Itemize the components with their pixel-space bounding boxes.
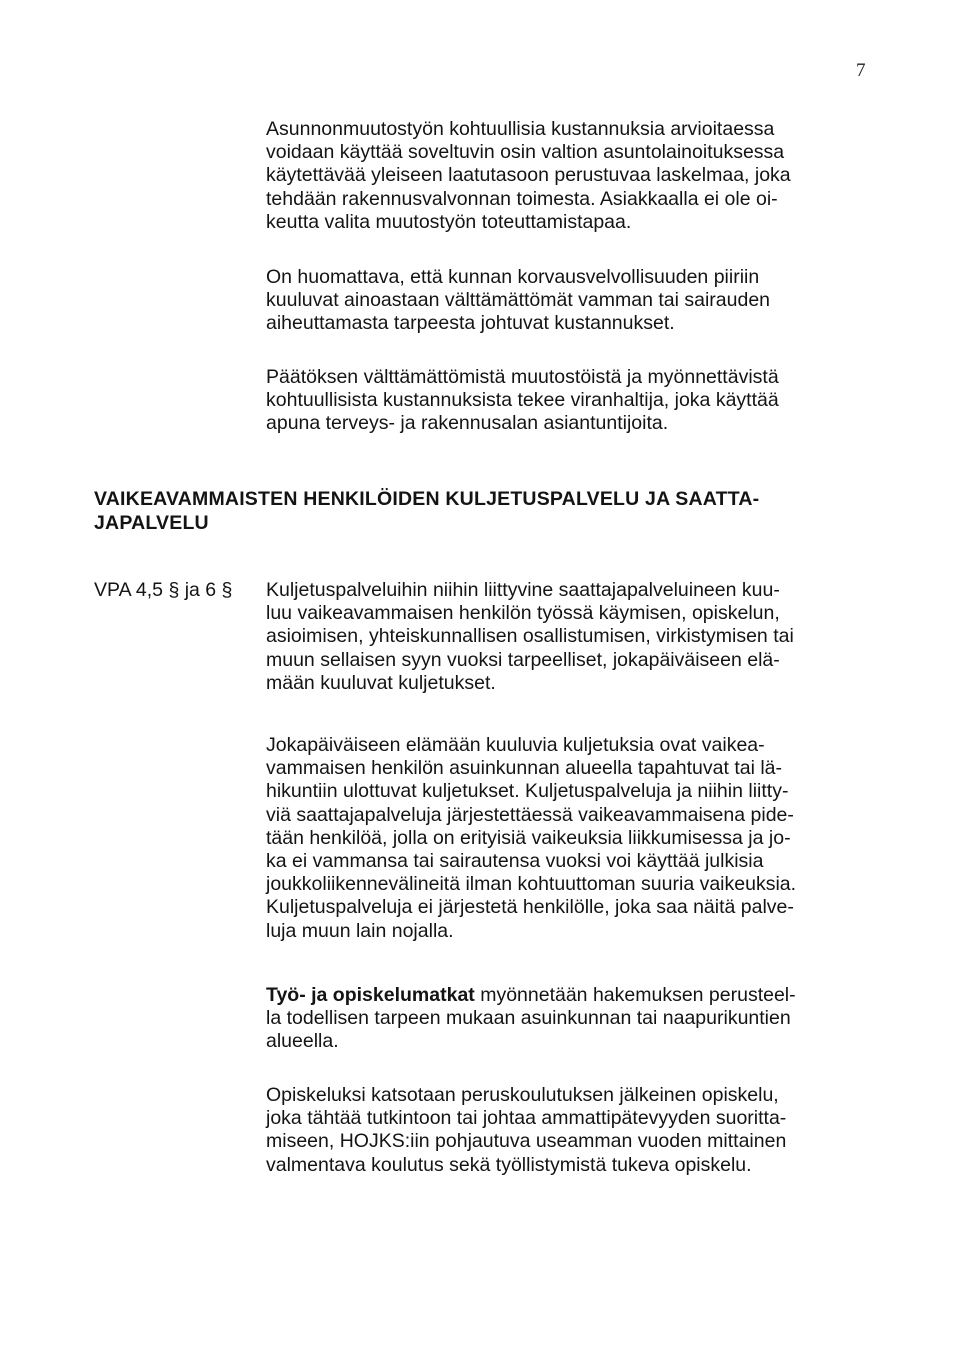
text-line: tään henkilöä, jolla on erityisiä vaikeuksia liikkumisessa ja jo-: [266, 826, 791, 849]
text-line: mään kuuluvat kuljetukset.: [266, 671, 496, 694]
text-fragment: myönnetään hakemuksen perusteel-: [474, 984, 796, 1006]
text-line: joukkoliikennevälineitä ilman kohtuuttoman suuria vaikeuksia.: [266, 873, 797, 896]
text-line: aiheuttamasta tarpeesta johtuvat kustannukset.: [266, 312, 675, 335]
paragraph-decision-maker: [266, 366, 866, 436]
text-line: luja muun lain nojalla.: [266, 919, 454, 942]
text-line: viä saattajapalveluja järjestettäessä vaikeavammaisena pide-: [266, 803, 794, 826]
paragraph-cost-assessment: [266, 118, 866, 234]
text-line: hikuntiin ulottuvat kuljetukset. Kuljetuspalveluja ja niihin liitty-: [266, 780, 789, 803]
text-line: Kuljetuspalveluihin niihin liittyvine saattajapalveluineen kuu-: [266, 579, 780, 601]
text-line: valmentava koulutus sekä työllistymistä tukeva opiskelu.: [266, 1153, 752, 1176]
text-line: [266, 984, 866, 1007]
text-line: Kuljetuspalveluja ei järjestetä henkilölle, joka saa näitä palve-: [266, 896, 794, 919]
legal-reference: VPA 4,5 § ja 6 §: [94, 579, 233, 601]
text-line: asioimisen, yhteiskunnallisen osallistumisen, virkistymisen tai: [266, 625, 794, 648]
text-line: Jokapäiväiseen elämään kuuluvia kuljetuksia ovat vaikea-: [266, 734, 765, 756]
paragraph-daily-life-transport: [266, 734, 866, 943]
text-line: alueella.: [266, 1030, 339, 1053]
text-line: Päätöksen välttämättömistä muutostöistä ja myönnettävistä: [266, 366, 779, 388]
text-line: keutta valita muutostyön toteuttamistapaa.: [266, 210, 632, 233]
text-line: käytettävää yleiseen laatutasoon perustuvaa laskelmaa, joka: [266, 164, 791, 187]
text-line: muun sellaisen syyn vuoksi tarpeelliset, jokapäiväiseen elä-: [266, 648, 780, 671]
paragraph-municipal-liability: [266, 266, 866, 336]
text-line: Opiskeluksi katsotaan peruskoulutuksen jälkeinen opiskelu,: [266, 1084, 779, 1106]
text-line: tehdään rakennusvalvonnan toimesta. Asiakkaalla ei ole oi-: [266, 187, 778, 210]
bold-term: Työ- ja opiskelumatkat: [266, 984, 475, 1006]
text-line: ka ei vammansa tai sairautensa vuoksi voi käyttää julkisia: [266, 850, 764, 873]
text-line: kohtuullisista kustannuksista tekee viranhaltija, joka käyttää: [266, 389, 779, 412]
text-line: joka tähtää tutkintoon tai johtaa ammattipätevyyden suoritta-: [266, 1107, 787, 1130]
paragraph-transport-services: [266, 579, 866, 695]
paragraph-study-definition: [266, 1084, 866, 1177]
text-line: Asunnonmuutostyön kohtuullisia kustannuksia arvioitaessa: [266, 118, 775, 140]
page-number: 7: [856, 60, 866, 81]
text-line: voidaan käyttää soveltuvin osin valtion asuntolainoituksessa: [266, 141, 785, 164]
section-heading: [94, 488, 759, 535]
text-line: vammaisen henkilön asuinkunnan alueella tapahtuvat tai lä-: [266, 757, 782, 780]
text-line: kuuluvat ainoastaan välttämättömät vamman tai sairauden: [266, 289, 771, 312]
paragraph-work-study-trips: [266, 984, 866, 1054]
text-line: miseen, HOJKS:iin pohjautuva useamman vuoden mittainen: [266, 1130, 787, 1153]
heading-line: VAIKEAVAMMAISTEN HENKILÖIDEN KULJETUSPALVELU JA SAATTA-: [94, 488, 760, 510]
text-line: On huomattava, että kunnan korvausvelvollisuuden piiriin: [266, 266, 760, 288]
heading-line: JAPALVELU: [94, 511, 209, 534]
text-line: luu vaikeavammaisen henkilön työssä käymisen, opiskelun,: [266, 602, 780, 625]
text-line: apuna terveys- ja rakennusalan asiantuntijoita.: [266, 412, 669, 435]
text-line: la todellisen tarpeen mukaan asuinkunnan tai naapurikuntien: [266, 1007, 791, 1030]
